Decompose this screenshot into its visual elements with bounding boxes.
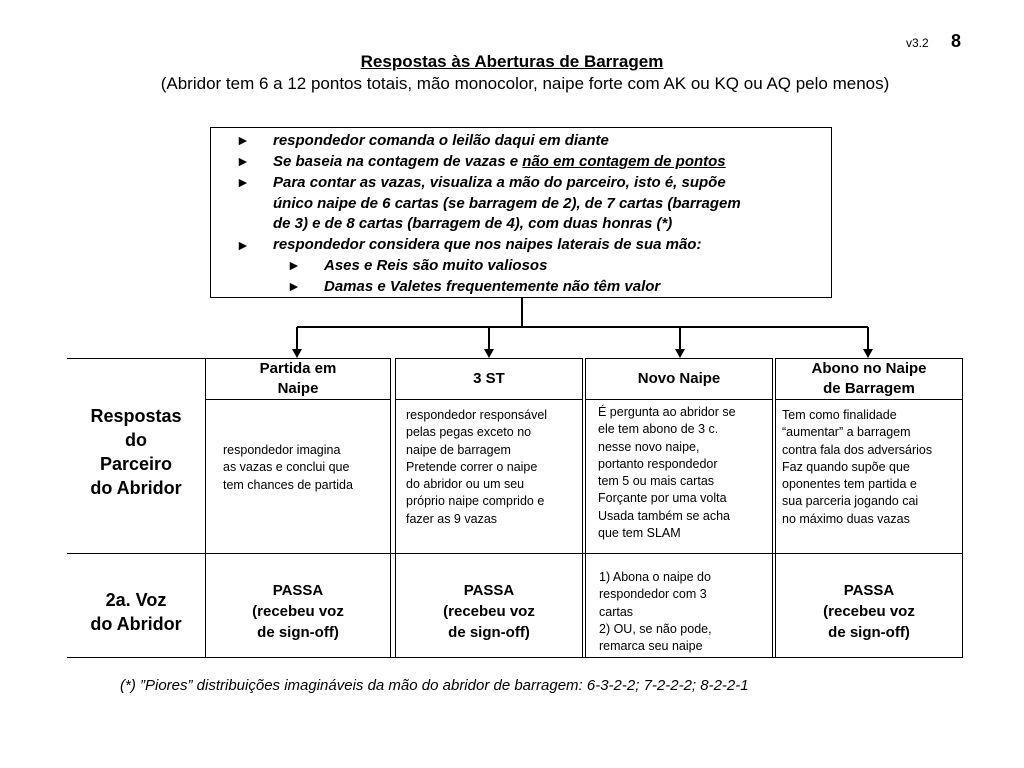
cell-line: portanto respondedor — [598, 456, 718, 471]
cell-3st-2a-voz — [395, 580, 583, 643]
row-label-line: do Abridor — [90, 478, 182, 498]
cell-line: contra fala dos adversários — [782, 442, 933, 457]
column-header-novo-naipe — [585, 358, 773, 400]
row-label-line: 2a. Voz — [105, 590, 167, 610]
cell-line: cartas — [599, 604, 634, 619]
cell-line: Tem como finalidade — [782, 408, 897, 422]
column-header-3st — [395, 358, 583, 400]
cell-line: PASSA — [843, 582, 895, 599]
cell-line: tem chances de partida — [223, 477, 353, 492]
row-label-line: Respostas — [90, 406, 182, 426]
cell-line: (recebeu voz — [823, 603, 915, 620]
cell-line: 1) Abona o naipe do — [599, 570, 711, 584]
cell-line: sua parceria jogando cai — [782, 494, 919, 509]
rule-2-text: Se baseia na contagem de vazas e — [273, 153, 523, 170]
bullet-arrow-icon: ► — [236, 237, 250, 253]
row-label-line: Parceiro — [99, 454, 173, 474]
cell-line: do abridor ou um seu — [406, 477, 525, 492]
column-header-line: 3 ST — [473, 370, 505, 387]
cell-line: “aumentar” a barragem — [782, 425, 911, 440]
page-subtitle: (Abridor tem 6 a 12 pontos totais, mão monocolor, naipe forte com AK ou KQ ou AQ pelo menos) — [160, 74, 890, 93]
cell-line: Faz quando supõe que — [782, 459, 910, 474]
column-header-abono — [775, 358, 963, 400]
page-number: 8 — [951, 31, 962, 51]
cell-line: as vazas e conclui que — [223, 460, 350, 475]
grid-line — [67, 358, 205, 359]
cell-line: (recebeu voz — [443, 603, 535, 620]
column-header-line: de Barragem — [823, 380, 915, 397]
cell-novo-naipe-2a-voz — [599, 569, 712, 655]
cell-line: remarca seu naipe — [599, 639, 703, 654]
column-header-line: Partida em — [259, 360, 337, 377]
bullet-arrow-icon: ► — [236, 132, 250, 148]
column-header-text — [260, 359, 337, 399]
cell-line: oponentes tem partida e — [782, 477, 917, 492]
cell-3st-respostas — [406, 407, 547, 528]
grid-line — [67, 657, 963, 658]
cell-line: É pergunta ao abridor se — [598, 405, 736, 419]
cell-abono-2a-voz — [775, 580, 963, 643]
cell-line: de sign-off) — [448, 624, 530, 641]
bullet-arrow-icon: ► — [236, 174, 250, 190]
cell-line: naipe de barragem — [406, 442, 511, 457]
cell-line: que tem SLAM — [598, 526, 681, 541]
cell-line: Pretende correr o naipe — [406, 459, 538, 474]
footnote: (*) ”Piores” distribuições imagináveis da mão do abridor de barragem: 6-3-2-2; 7-2-2-2; 8-2-2-1 — [120, 677, 749, 694]
cell-line: PASSA — [272, 582, 324, 599]
grid-line — [67, 553, 963, 554]
cell-line: Forçante por uma volta — [598, 491, 727, 506]
rule-1: respondedor comanda o leilão daqui em diante — [273, 132, 609, 149]
page-title: Respostas às Aberturas de Barragem — [360, 52, 664, 71]
version-label: v3.2 — [906, 36, 929, 50]
rule-3-line-2: único naipe de 6 cartas (se barragem de 2), de 7 cartas (barragem — [273, 194, 741, 212]
row-label-2a-voz — [67, 588, 205, 636]
cell-line: de sign-off) — [828, 624, 910, 641]
cell-line: respondedor com 3 — [599, 587, 707, 602]
row-label-line: do Abridor — [90, 614, 182, 634]
row-label-respostas — [67, 404, 205, 500]
rule-4: respondedor considera que nos naipes laterais de sua mão: — [273, 236, 702, 253]
cell-line: Usada também se acha — [598, 508, 731, 523]
column-header-line: Naipe — [277, 380, 319, 397]
cell-line: pelas pegas exceto no — [406, 425, 532, 440]
cell-line: de sign-off) — [257, 624, 339, 641]
grid-line — [585, 358, 586, 658]
cell-line: no máximo duas vazas — [782, 511, 910, 526]
cell-line: (recebeu voz — [252, 603, 344, 620]
column-header-text — [812, 359, 927, 399]
rule-3-line-1: Para contar as vazas, visualiza a mão do parceiro, isto é, supõe — [273, 174, 726, 191]
cell-line: respondedor imagina — [223, 443, 341, 457]
column-header-line: Novo Naipe — [637, 370, 721, 387]
cell-abono-respostas — [782, 407, 932, 528]
bullet-arrow-icon: ► — [236, 153, 250, 169]
rule-3-line-3: de 3) e de 8 cartas (barragem de 4), com duas honras (*) — [273, 215, 673, 233]
cell-partida-respostas — [223, 442, 353, 494]
cell-line: próprio naipe comprido e — [406, 494, 545, 509]
cell-line: nesse novo naipe, — [598, 439, 700, 454]
cell-partida-2a-voz — [205, 580, 391, 643]
bullet-arrow-icon: ► — [287, 257, 301, 273]
rule-4-sub-1: Ases e Reis são muito valiosos — [324, 257, 548, 274]
cell-line: respondedor responsável — [406, 408, 548, 422]
row-label-line: do — [125, 430, 147, 450]
rule-2-emphasis: não em contagem de pontos — [522, 153, 726, 170]
rule-4-sub-2: Damas e Valetes frequentemente não têm valor — [324, 278, 661, 295]
column-header-partida — [205, 358, 391, 400]
column-header-line: Abono no Naipe — [811, 360, 927, 377]
cell-line: tem 5 ou mais cartas — [598, 474, 715, 489]
grid-line — [772, 358, 773, 658]
cell-novo-naipe-respostas — [598, 404, 736, 542]
cell-line: PASSA — [463, 582, 515, 599]
cell-line: fazer as 9 vazas — [406, 511, 498, 526]
cell-line: ele tem abono de 3 c. — [598, 422, 719, 437]
bullet-arrow-icon: ► — [287, 278, 301, 294]
cell-line: 2) OU, se não pode, — [599, 621, 712, 636]
